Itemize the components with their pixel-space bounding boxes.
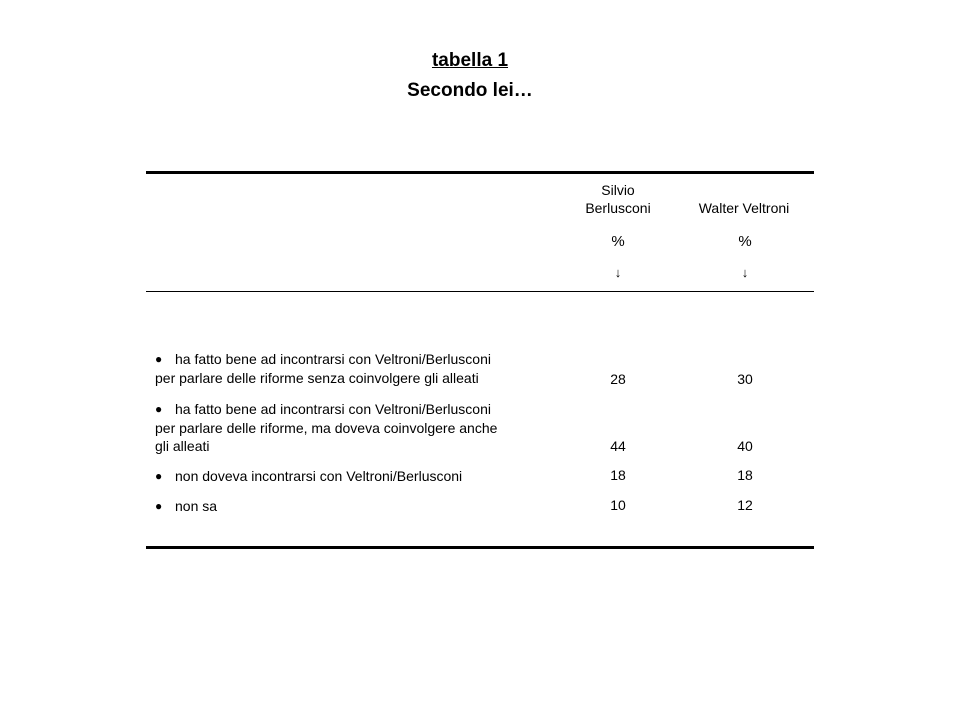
row-label-line3: gli alleati	[155, 438, 210, 454]
unit-label-berlusconi: %	[611, 233, 625, 250]
bullet-icon: ●	[155, 402, 163, 416]
bullet-icon: ●	[155, 499, 163, 513]
table-row-label	[155, 350, 565, 387]
table-cell-value: 18	[737, 467, 753, 483]
table-row-label	[155, 467, 565, 486]
row-label-line2: per parlare delle riforme senza coinvolgere gli alleati	[155, 369, 479, 386]
table-cell-value: 28	[610, 371, 626, 387]
row-label-line1: non sa	[175, 498, 218, 514]
table-title: tabella 1	[431, 50, 509, 71]
row-label-line1: ha fatto bene ad incontrarsi con Veltroni/Berlusconi	[175, 401, 491, 417]
top-rule	[146, 171, 814, 174]
row-label-line2: per parlare delle riforme, ma doveva coinvolgere anche	[155, 419, 498, 436]
table-cell-value: 30	[737, 371, 753, 387]
row-label-line1: ha fatto bene ad incontrarsi con Veltroni/Berlusconi	[175, 351, 491, 367]
column-header-veltroni	[684, 199, 804, 217]
down-arrow-icon: ↓	[614, 265, 622, 280]
table-cell-value: 18	[610, 467, 626, 483]
table-subtitle: Secondo lei…	[407, 80, 533, 101]
row-label-line1: non doveva incontrarsi con Veltroni/Berlusconi	[175, 468, 463, 484]
column-header-berlusconi	[566, 181, 670, 217]
bullet-icon: ●	[155, 469, 163, 483]
bottom-rule	[146, 546, 814, 549]
table-cell-value: 10	[610, 497, 626, 513]
unit-label-veltroni: %	[738, 233, 752, 250]
header-rule	[146, 291, 814, 292]
table-cell-value: 12	[737, 497, 753, 513]
table-cell-value: 44	[610, 438, 626, 454]
column-header-berlusconi-line1: Silvio	[601, 182, 635, 198]
table-row-label	[155, 497, 565, 516]
down-arrow-icon: ↓	[741, 265, 749, 280]
table-row-label	[155, 400, 565, 456]
table-cell-value: 40	[737, 438, 753, 454]
bullet-icon: ●	[155, 352, 163, 366]
column-header-berlusconi-line2: Berlusconi	[585, 200, 651, 216]
column-header-veltroni-line2: Walter Veltroni	[698, 200, 790, 216]
